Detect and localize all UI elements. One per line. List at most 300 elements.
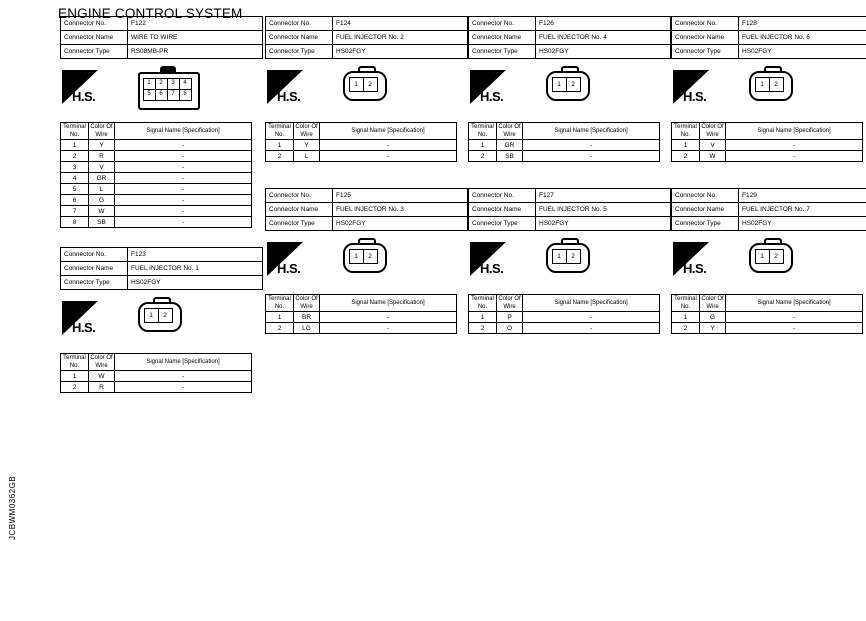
value-connector-type: RS08MB-PR — [128, 45, 263, 59]
hs-triangle-icon — [470, 242, 522, 282]
info-row-connector-name — [266, 31, 468, 45]
terminal-header-row — [672, 123, 863, 140]
hs-triangle-icon — [470, 70, 522, 110]
table-row — [61, 206, 252, 217]
terminal-color-cell: R — [89, 382, 115, 393]
terminal-no-cell: 3 — [61, 162, 89, 173]
header-terminal-no — [61, 123, 89, 140]
terminal-color-cell: R — [89, 151, 115, 162]
terminal-signal-cell: - — [115, 195, 252, 206]
terminal-color-cell: SB — [497, 151, 523, 162]
terminal-signal-cell: - — [726, 323, 863, 334]
header-terminal-no — [469, 123, 497, 140]
terminal-table — [468, 294, 660, 334]
label-connector-name: Connector Name — [469, 203, 536, 217]
pin-grid — [755, 77, 783, 91]
header-color-line2: Wire — [95, 363, 108, 369]
info-row-connector-name — [672, 31, 866, 45]
info-row-connector-type — [469, 45, 671, 59]
hs-triangle-icon — [267, 70, 319, 110]
terminal-signal-cell: - — [726, 312, 863, 323]
terminal-color-cell: P — [497, 312, 523, 323]
header-color-line1: Color Of — [498, 296, 521, 302]
connector-info-table — [671, 188, 866, 231]
value-connector-no: F126 — [536, 17, 671, 31]
connector-diagram — [138, 66, 198, 110]
hs-triangle-icon — [673, 242, 725, 282]
label-connector-type: Connector Type — [61, 276, 128, 290]
connector-block-f128 — [671, 16, 866, 162]
label-connector-name: Connector Name — [61, 262, 128, 276]
header-color-of-wire — [700, 295, 726, 312]
info-row-connector-name — [672, 203, 866, 217]
header-color-line1: Color Of — [498, 124, 521, 130]
header-color-line2: Wire — [503, 304, 516, 310]
label-connector-no: Connector No. — [61, 17, 128, 31]
label-connector-type: Connector Type — [469, 45, 536, 59]
pin-cell: 2 — [363, 77, 378, 92]
connector-block-f125 — [265, 188, 468, 334]
terminal-table — [468, 122, 660, 162]
value-connector-type: HS02FGY — [128, 276, 263, 290]
value-connector-type: HS02FGY — [333, 217, 468, 231]
terminal-no-cell: 2 — [61, 151, 89, 162]
header-terminal-line2: No. — [69, 363, 80, 369]
hs-label: H.S. — [683, 261, 707, 276]
hs-label: H.S. — [480, 89, 504, 104]
terminal-signal-cell: - — [115, 140, 252, 151]
terminal-color-cell: G — [89, 195, 115, 206]
terminal-no-cell: 1 — [61, 140, 89, 151]
info-row-connector-type — [61, 45, 263, 59]
terminal-color-cell: Y — [89, 140, 115, 151]
info-row-connector-type — [672, 45, 866, 59]
terminal-no-cell: 2 — [266, 323, 294, 334]
terminal-signal-cell: - — [523, 323, 660, 334]
pin-grid — [349, 77, 377, 91]
header-color-of-wire — [89, 123, 115, 140]
terminal-header-row — [469, 123, 660, 140]
header-color-line1: Color Of — [295, 124, 318, 130]
value-connector-no: F124 — [333, 17, 468, 31]
terminal-color-cell: GR — [89, 173, 115, 184]
info-row-connector-name — [469, 203, 671, 217]
terminal-color-cell: W — [89, 206, 115, 217]
header-signal-name: Signal Name [Specification] — [320, 295, 457, 312]
terminal-table — [671, 122, 863, 162]
table-row — [672, 151, 863, 162]
header-color-line1: Color Of — [90, 355, 113, 361]
terminal-color-cell: L — [89, 184, 115, 195]
info-row-connector-no — [672, 17, 866, 31]
header-terminal-line1: Terminal — [268, 124, 291, 130]
value-connector-no: F125 — [333, 189, 468, 203]
terminal-color-cell: Y — [294, 140, 320, 151]
header-terminal-no — [266, 123, 294, 140]
header-signal-name: Signal Name [Specification] — [523, 295, 660, 312]
connector-block-f129 — [671, 188, 866, 334]
hs-label: H.S. — [72, 89, 96, 104]
header-terminal-no — [469, 295, 497, 312]
connector-diagram — [749, 238, 793, 278]
info-row-connector-type — [61, 276, 263, 290]
table-row — [266, 140, 457, 151]
connector-8pin-icon — [138, 66, 198, 110]
connector-diagram — [749, 66, 793, 106]
terminal-signal-cell: - — [523, 312, 660, 323]
terminal-color-cell: GR — [497, 140, 523, 151]
connector-block-f127 — [468, 188, 671, 334]
terminal-signal-cell: - — [726, 140, 863, 151]
pin-cell: 1 — [552, 77, 567, 92]
header-terminal-no — [672, 295, 700, 312]
table-row — [266, 312, 457, 323]
label-connector-type: Connector Type — [672, 217, 739, 231]
connector-2pin-icon — [138, 297, 182, 337]
connector-block-f122 — [60, 16, 263, 228]
terminal-no-cell: 7 — [61, 206, 89, 217]
terminal-table — [60, 122, 252, 228]
pin-cell: 2 — [158, 308, 173, 323]
header-color-line1: Color Of — [701, 296, 724, 302]
header-signal-name: Signal Name [Specification] — [115, 354, 252, 371]
terminal-color-cell: W — [700, 151, 726, 162]
table-row — [469, 151, 660, 162]
connector-info-table — [468, 188, 671, 231]
table-row — [469, 323, 660, 334]
hs-label: H.S. — [277, 89, 301, 104]
pin-cell: 2 — [566, 249, 581, 264]
value-connector-name: FUEL INJECTOR No. 3 — [333, 203, 468, 217]
terminal-header-row — [469, 295, 660, 312]
terminal-no-cell: 4 — [61, 173, 89, 184]
pin-cell: 1 — [143, 78, 156, 90]
label-connector-name: Connector Name — [61, 31, 128, 45]
label-connector-type: Connector Type — [672, 45, 739, 59]
pin-cell: 3 — [167, 78, 180, 90]
info-row-connector-name — [469, 31, 671, 45]
pin-cell: 2 — [155, 78, 168, 90]
terminal-signal-cell: - — [115, 206, 252, 217]
connector-symbol-row — [671, 236, 866, 294]
value-connector-no: F129 — [739, 189, 866, 203]
label-connector-type: Connector Type — [266, 45, 333, 59]
header-terminal-line1: Terminal — [268, 296, 291, 302]
connector-2pin-icon — [749, 66, 793, 106]
connector-info-table — [671, 16, 866, 59]
terminal-no-cell: 1 — [266, 140, 294, 151]
info-row-connector-no — [469, 17, 671, 31]
pin-cell: 1 — [755, 249, 770, 264]
header-color-line2: Wire — [300, 304, 313, 310]
label-connector-no: Connector No. — [469, 189, 536, 203]
label-connector-type: Connector Type — [469, 217, 536, 231]
terminal-no-cell: 5 — [61, 184, 89, 195]
label-connector-type: Connector Type — [266, 217, 333, 231]
connector-symbol-row — [265, 64, 468, 122]
terminal-no-cell: 1 — [672, 140, 700, 151]
header-terminal-line1: Terminal — [471, 124, 494, 130]
value-connector-no: F123 — [128, 248, 263, 262]
terminal-color-cell: O — [497, 323, 523, 334]
value-connector-type: HS02FGY — [536, 217, 671, 231]
info-row-connector-type — [469, 217, 671, 231]
header-signal-name: Signal Name [Specification] — [115, 123, 252, 140]
terminal-color-cell: LG — [294, 323, 320, 334]
header-terminal-no — [266, 295, 294, 312]
pin-grid — [144, 308, 172, 322]
info-row-connector-no — [266, 17, 468, 31]
terminal-header-row — [266, 123, 457, 140]
table-row — [61, 151, 252, 162]
terminal-color-cell: W — [89, 371, 115, 382]
header-color-of-wire — [497, 123, 523, 140]
terminal-color-cell: L — [294, 151, 320, 162]
header-terminal-line2: No. — [477, 132, 488, 138]
header-terminal-line1: Terminal — [63, 124, 86, 130]
terminal-table — [265, 294, 457, 334]
connector-2pin-icon — [343, 66, 387, 106]
value-connector-name: WIRE TO WIRE — [128, 31, 263, 45]
terminal-no-cell: 1 — [469, 312, 497, 323]
terminal-no-cell: 1 — [61, 371, 89, 382]
header-terminal-line2: No. — [274, 304, 285, 310]
terminal-no-cell: 2 — [672, 151, 700, 162]
header-color-line1: Color Of — [295, 296, 318, 302]
terminal-signal-cell: - — [320, 151, 457, 162]
terminal-signal-cell: - — [115, 371, 252, 382]
pin-cell: 5 — [143, 89, 156, 101]
terminal-color-cell: V — [89, 162, 115, 173]
header-color-line2: Wire — [706, 304, 719, 310]
label-connector-name: Connector Name — [266, 31, 333, 45]
label-connector-name: Connector Name — [266, 203, 333, 217]
terminal-signal-cell: - — [523, 151, 660, 162]
terminal-signal-cell: - — [726, 151, 863, 162]
info-row-connector-no — [266, 189, 468, 203]
connector-symbol-row — [60, 295, 263, 353]
terminal-header-row — [61, 123, 252, 140]
hs-label: H.S. — [72, 320, 96, 335]
value-connector-no: F127 — [536, 189, 671, 203]
terminal-signal-cell: - — [115, 162, 252, 173]
header-color-of-wire — [497, 295, 523, 312]
info-row-connector-no — [61, 17, 263, 31]
header-terminal-no — [61, 354, 89, 371]
connector-diagram — [546, 238, 590, 278]
terminal-header-row — [266, 295, 457, 312]
info-row-connector-name — [61, 31, 263, 45]
header-terminal-line1: Terminal — [674, 296, 697, 302]
connector-info-table — [265, 188, 468, 231]
connector-info-table — [60, 247, 263, 290]
pin-cell: 2 — [363, 249, 378, 264]
connector-block-f124 — [265, 16, 468, 162]
table-row — [61, 371, 252, 382]
info-row-connector-no — [61, 248, 263, 262]
connector-symbol-row — [468, 64, 671, 122]
hs-label: H.S. — [480, 261, 504, 276]
header-terminal-line2: No. — [69, 132, 80, 138]
terminal-table — [671, 294, 863, 334]
terminal-header-row — [672, 295, 863, 312]
value-connector-name: FUEL INJECTOR No. 4 — [536, 31, 671, 45]
connector-2pin-icon — [749, 238, 793, 278]
connector-2pin-icon — [343, 238, 387, 278]
table-row — [61, 184, 252, 195]
hs-triangle-icon — [267, 242, 319, 282]
label-connector-no: Connector No. — [266, 189, 333, 203]
connector-diagram — [343, 66, 387, 106]
terminal-color-cell: SB — [89, 217, 115, 228]
value-connector-no: F128 — [739, 17, 866, 31]
table-row — [672, 140, 863, 151]
header-color-of-wire — [700, 123, 726, 140]
table-row — [61, 382, 252, 393]
pin-cell: 4 — [179, 78, 192, 90]
header-color-of-wire — [89, 354, 115, 371]
terminal-no-cell: 1 — [266, 312, 294, 323]
header-terminal-line2: No. — [274, 132, 285, 138]
header-color-line2: Wire — [300, 132, 313, 138]
pin-cell: 6 — [155, 89, 168, 101]
hs-label: H.S. — [683, 89, 707, 104]
connector-diagram — [343, 238, 387, 278]
info-row-connector-no — [672, 189, 866, 203]
terminal-no-cell: 6 — [61, 195, 89, 206]
table-row — [469, 312, 660, 323]
value-connector-name: FUEL INJECTOR No. 2 — [333, 31, 468, 45]
info-row-connector-name — [61, 262, 263, 276]
value-connector-type: HS02FGY — [333, 45, 468, 59]
terminal-no-cell: 1 — [672, 312, 700, 323]
table-row — [266, 323, 457, 334]
value-connector-type: HS02FGY — [739, 45, 866, 59]
label-connector-no: Connector No. — [469, 17, 536, 31]
header-color-line2: Wire — [95, 132, 108, 138]
value-connector-name: FUEL INJECTOR No. 1 — [128, 262, 263, 276]
info-row-connector-name — [266, 203, 468, 217]
terminal-signal-cell: - — [320, 312, 457, 323]
table-row — [61, 173, 252, 184]
pin-cell: 8 — [179, 89, 192, 101]
header-signal-name: Signal Name [Specification] — [726, 295, 863, 312]
info-row-connector-type — [266, 217, 468, 231]
hs-triangle-icon — [673, 70, 725, 110]
terminal-signal-cell: - — [320, 323, 457, 334]
terminal-signal-cell: - — [115, 382, 252, 393]
header-color-line2: Wire — [503, 132, 516, 138]
terminal-table — [265, 122, 457, 162]
header-signal-name: Signal Name [Specification] — [320, 123, 457, 140]
label-connector-name: Connector Name — [469, 31, 536, 45]
connector-diagram — [138, 297, 182, 337]
connector-info-table — [265, 16, 468, 59]
pin-cell: 2 — [769, 77, 784, 92]
label-connector-no: Connector No. — [266, 17, 333, 31]
terminal-signal-cell: - — [523, 140, 660, 151]
info-row-connector-no — [469, 189, 671, 203]
pin-cell: 1 — [552, 249, 567, 264]
connector-symbol-row — [671, 64, 866, 122]
terminal-color-cell: V — [700, 140, 726, 151]
pin-cell: 1 — [755, 77, 770, 92]
value-connector-name: FUEL INJECTOR No. 5 — [536, 203, 671, 217]
terminal-header-row — [61, 354, 252, 371]
table-row — [61, 140, 252, 151]
value-connector-no: F122 — [128, 17, 263, 31]
table-row — [469, 140, 660, 151]
terminal-table — [60, 353, 252, 393]
terminal-signal-cell: - — [115, 151, 252, 162]
page-title: ENGINE CONTROL SYSTEM — [58, 6, 243, 21]
header-terminal-line1: Terminal — [63, 355, 86, 361]
label-connector-no: Connector No. — [672, 17, 739, 31]
pin-grid — [552, 249, 580, 263]
value-connector-type: HS02FGY — [739, 217, 866, 231]
label-connector-no: Connector No. — [61, 248, 128, 262]
connector-2pin-icon — [546, 238, 590, 278]
connector-block-f126 — [468, 16, 671, 162]
pin-cell: 1 — [349, 249, 364, 264]
pin-grid — [755, 249, 783, 263]
table-row — [672, 312, 863, 323]
pin-grid — [349, 249, 377, 263]
pin-cell: 2 — [769, 249, 784, 264]
header-terminal-line1: Terminal — [471, 296, 494, 302]
terminal-color-cell: G — [700, 312, 726, 323]
value-connector-name: FUEL INJECTOR No. 7 — [739, 203, 866, 217]
terminal-signal-cell: - — [115, 173, 252, 184]
header-terminal-line1: Terminal — [674, 124, 697, 130]
header-color-line1: Color Of — [90, 124, 113, 130]
header-color-of-wire — [294, 295, 320, 312]
connector-info-table — [468, 16, 671, 59]
terminal-signal-cell: - — [115, 184, 252, 195]
terminal-color-cell: Y — [700, 323, 726, 334]
connector-symbol-row — [60, 64, 263, 122]
connector-diagram — [546, 66, 590, 106]
info-row-connector-type — [266, 45, 468, 59]
table-row — [61, 195, 252, 206]
label-connector-name: Connector Name — [672, 203, 739, 217]
connector-info-table — [60, 16, 263, 59]
table-row — [61, 162, 252, 173]
header-terminal-line2: No. — [680, 304, 691, 310]
terminal-no-cell: 2 — [266, 151, 294, 162]
table-row — [672, 323, 863, 334]
header-signal-name: Signal Name [Specification] — [726, 123, 863, 140]
terminal-no-cell: 8 — [61, 217, 89, 228]
pin-cell: 1 — [349, 77, 364, 92]
pin-cell: 2 — [566, 77, 581, 92]
label-connector-name: Connector Name — [672, 31, 739, 45]
terminal-no-cell: 2 — [469, 151, 497, 162]
label-connector-no: Connector No. — [672, 189, 739, 203]
terminal-color-cell: BR — [294, 312, 320, 323]
value-connector-type: HS02FGY — [536, 45, 671, 59]
hs-triangle-icon — [62, 301, 114, 341]
header-terminal-line2: No. — [477, 304, 488, 310]
table-row — [61, 217, 252, 228]
connector-2pin-icon — [546, 66, 590, 106]
label-connector-type: Connector Type — [61, 45, 128, 59]
terminal-signal-cell: - — [320, 140, 457, 151]
header-terminal-line2: No. — [680, 132, 691, 138]
terminal-signal-cell: - — [115, 217, 252, 228]
info-row-connector-type — [672, 217, 866, 231]
header-color-line1: Color Of — [701, 124, 724, 130]
